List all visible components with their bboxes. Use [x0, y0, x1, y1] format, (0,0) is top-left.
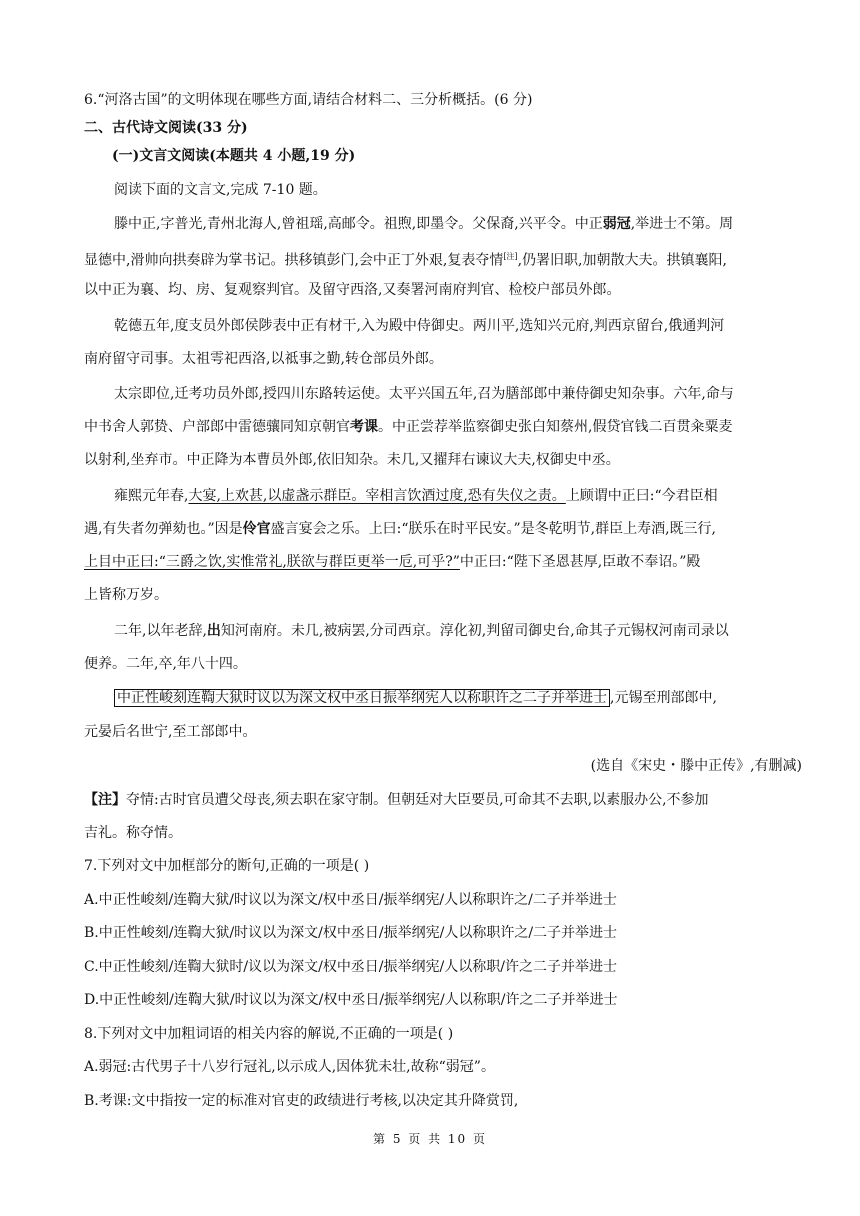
text: 中书舍人郭贽、户部郎中雷德骧同知京朝官 [84, 419, 350, 435]
p4-line-1 [114, 486, 718, 506]
question-stem: 7.下列对文中加框部分的断句,正确的一项是( ) [84, 858, 370, 874]
option-d: D.中正性峻刻/连鞫大狱/时议以为深文/权中丞日/振举纲宪/人以称职/许之二子并举进士 [84, 992, 618, 1008]
text: 上顾谓中正曰:“今君臣相 [565, 488, 718, 504]
p1-line-1 [114, 214, 733, 234]
underlined-text: 上目中正曰:“三爵之饮,实惟常礼,朕欲与群臣更举一卮,可乎?” [84, 554, 460, 570]
p4-line-2 [84, 519, 716, 539]
underlined-text: 大宴,上欢甚,以虚盏示群臣。宰相言饮酒过度,恐有失仪之责。 [188, 488, 566, 504]
p1-line-2 [84, 247, 727, 271]
bold-term: 伶官 [242, 521, 271, 537]
option-b: B.中正性峻刻/连鞫大狱/时议以为深文/权中丞日/振举纲宪/人以称职许之/二子并举进士 [84, 925, 618, 941]
text: 。中正尝荐举监察御史张白知蔡州,假贷官钱二百贯籴粟麦 [378, 419, 733, 435]
option-b: B.考课:文中指按一定的标准对官吏的政绩进行考核,以决定其升降赏罚, [84, 1093, 519, 1109]
text: 夺情:古时官员遭父母丧,须去职在家守制。但朝廷对大臣要员,可命其不去职,以素服办公,不参加 [126, 792, 709, 808]
boxed-sentence: 中正性峻刻连鞫大狱时议以为深文权中丞日振举纲宪人以称职许之二子并举进士 [114, 689, 610, 707]
option-a: A.弱冠:古代男子十八岁行冠礼,以示成人,因体犹未壮,故称“弱冠”。 [84, 1059, 495, 1075]
section-title: 二、古代诗文阅读(33 分) [84, 120, 248, 136]
text: 中正曰:“陛下圣恩甚厚,臣敢不奉诏。”殿 [459, 554, 701, 570]
question-6: 6.“河洛古国”的文明体现在哪些方面,请结合材料二、三分析概括。(6 分) [84, 92, 533, 108]
p3-line-2 [84, 417, 732, 437]
question-stem: 8.下列对文中加粗词语的相关内容的解说,不正确的一项是( ) [84, 1026, 454, 1042]
p6-line-2: 元晏后名世宁,至工部郎中。 [84, 724, 257, 740]
text: ,元锡至刑部郎中, [610, 690, 717, 706]
source-citation: (选自《宋史・滕中正传》,有删减) [590, 758, 802, 774]
text: 盛言宴会之乐。上曰:“朕乐在时平民安。”是冬乾明节,群臣上寿酒,既三行, [270, 521, 716, 537]
note-line-1 [84, 790, 709, 810]
p3-line-3: 以射利,坐弃市。中正降为本曹员外郎,依旧知杂。未几,又擢拜右谏议大夫,权御史中丞。 [84, 452, 620, 468]
p3-line-1: 太宗即位,迁考功员外郎,授四川东路转运使。太平兴国五年,召为膳部郎中兼侍御史知杂事。六年,命与 [114, 386, 734, 402]
p4-line-3 [84, 552, 700, 572]
bold-term: 出 [206, 623, 221, 639]
option-a: A.中正性峻刻/连鞫大狱/时议以为深文/权中丞日/振举纲宪/人以称职许之/二子并举进士 [84, 892, 617, 908]
p2-line-1: 乾德五年,度支员外郎侯陟表中正有材干,入为殿中侍御史。两川平,选知兴元府,判西京留台,俄通判河 [114, 318, 725, 334]
text: 雍熙元年春, [114, 488, 189, 504]
p6-line-1 [114, 688, 717, 708]
text: 显德中,滑帅向拱奏辟为掌书记。拱移镇彭门,会中正丁外艰,复表夺情 [84, 252, 504, 269]
text: 遇,有失者勿弹劾也。”因是 [84, 521, 243, 537]
option-c: C.中正性峻刻/连鞫大狱时/议以为深文/权中丞日/振举纲宪/人以称职/许之二子并举进士 [84, 959, 617, 975]
p1-line-3: 以中正为襄、均、房、复观察判官。及留守西洛,又奏署河南府判官、检校户部员外郎。 [84, 282, 621, 298]
note-label: 【注】 [84, 792, 126, 808]
p5-line-1 [114, 621, 729, 641]
text: 知河南府。未几,被病罢,分司西京。淳化初,判留司御史台,命其子元锡权河南司录以 [220, 623, 729, 639]
subsection-title: (一)文言文阅读(本题共 4 小题,19 分) [112, 148, 356, 164]
text: 二年,以年老辞, [114, 623, 207, 639]
p2-line-2: 南府留守司事。太祖雩祀西洛,以祗事之勤,转仓部员外郎。 [84, 351, 443, 367]
instruction: 阅读下面的文言文,完成 7-10 题。 [114, 182, 327, 198]
p4-line-4: 上皆称万岁。 [84, 587, 168, 603]
text: ,举进士不第。周 [630, 216, 734, 232]
footnote-marker: [注] [503, 252, 518, 261]
bold-term: 弱冠 [602, 216, 631, 232]
text: ,仍署旧职,加朝散大夫。拱镇襄阳, [517, 252, 727, 269]
bold-term: 考课 [350, 419, 378, 435]
note-line-2: 吉礼。称夺情。 [84, 825, 182, 841]
p5-line-2: 便养。二年,卒,年八十四。 [84, 656, 247, 672]
page-footer: 第 5 页 共 10 页 [373, 1132, 487, 1146]
text: 滕中正,字普光,青州北海人,曾祖瑶,高邮令。祖煦,即墨令。父保裔,兴平令。中正 [114, 216, 603, 232]
